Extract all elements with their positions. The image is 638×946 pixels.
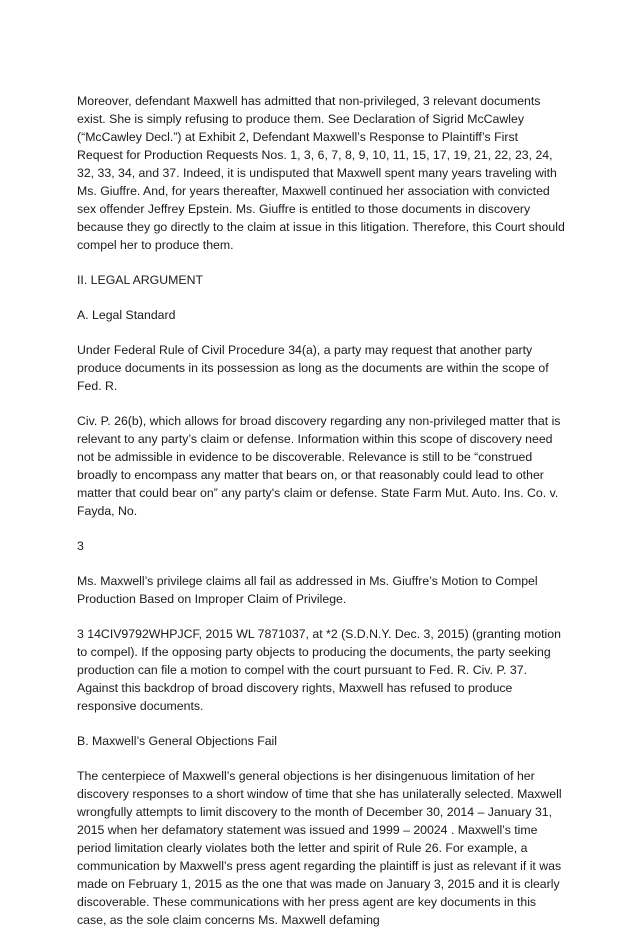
document-body bbox=[77, 92, 567, 946]
heading-legal-standard: A. Legal Standard bbox=[77, 308, 176, 322]
paragraph-admission: Moreover, defendant Maxwell has admitted that non-privileged, 3 relevant documents exist. She is simply refusing to produce them. See Declaration of Sigrid McCawley (“McCawley Decl.”) at Exhibit 2, Defendant Maxwell’s Response to Plaintiff’s First Request for Production Requests Nos. 1, 3, 6, 7, 8, 9, 10, 11, 15, 17, 19, 21, 22, 23, 24, 32, 33, 34, and 37. Indeed, it is undisputed that Maxwell spent many years traveling with Ms. Giuffre. And, for years thereafter, Maxwell continued her association with convicted sex offender Jeffrey Epstein. Ms. Giuffre is entitled to those documents in discovery because they go directly to the claim at issue in this litigation. Therefore, this Court should compel her to produce them. bbox=[77, 94, 565, 252]
paragraph-rule-34: Under Federal Rule of Civil Procedure 34(a), a party may request that another party produce documents in its possession as long as the documents are within the scope of Fed. R. bbox=[77, 343, 549, 393]
footnote-text: Ms. Maxwell’s privilege claims all fail as addressed in Ms. Giuffre’s Motion to Compel Production Based on Improper Claim of Privilege. bbox=[77, 574, 538, 606]
heading-legal-argument: II. LEGAL ARGUMENT bbox=[77, 273, 203, 287]
footnote-marker: 3 bbox=[77, 539, 84, 553]
heading-general-objections: B. Maxwell’s General Objections Fail bbox=[77, 734, 278, 748]
paragraph-rule-26: Civ. P. 26(b), which allows for broad discovery regarding any non-privileged matter that is relevant to any party’s claim or defense. Information within this scope of discovery need not be admissible in evidence to be discoverable. Relevance is still to be “construed broadly to encompass any matter that bears on, or that reasonably could lead to other matter that could bear on” any party's claim or defense. State Farm Mut. Auto. Ins. Co. v. Fayda, No. bbox=[77, 414, 561, 518]
paragraph-citation: 3 14CIV9792WHPJCF, 2015 WL 7871037, at *2 (S.D.N.Y. Dec. 3, 2015) (granting motion to compel). If the opposing party objects to producing the documents, the party seeking production can file a motion to compel with the court pursuant to Fed. R. Civ. P. 37. Against this backdrop of broad discovery rights, Maxwell has refused to produce responsive documents. bbox=[77, 627, 561, 713]
paragraph-centerpiece: The centerpiece of Maxwell’s general objections is her disingenuous limitation of her discovery responses to a short window of time that she has unilaterally selected. Maxwell wrongfully attempts to limit discovery to the month of December 30, 2014 – January 31, 2015 when her defamatory statement was issued and 1999 – 20024 . Maxwell’s time period limitation clearly violates both the letter and spirit of Rule 26. For example, a communication by Maxwell’s press agent regarding the plaintiff is just as relevant if it was made on February 1, 2015 as the one that was made on January 3, 2015 and it is clearly discoverable. These communications with her press agent are key documents in this case, as the sole claim concerns Ms. Maxwell defaming bbox=[77, 769, 562, 927]
